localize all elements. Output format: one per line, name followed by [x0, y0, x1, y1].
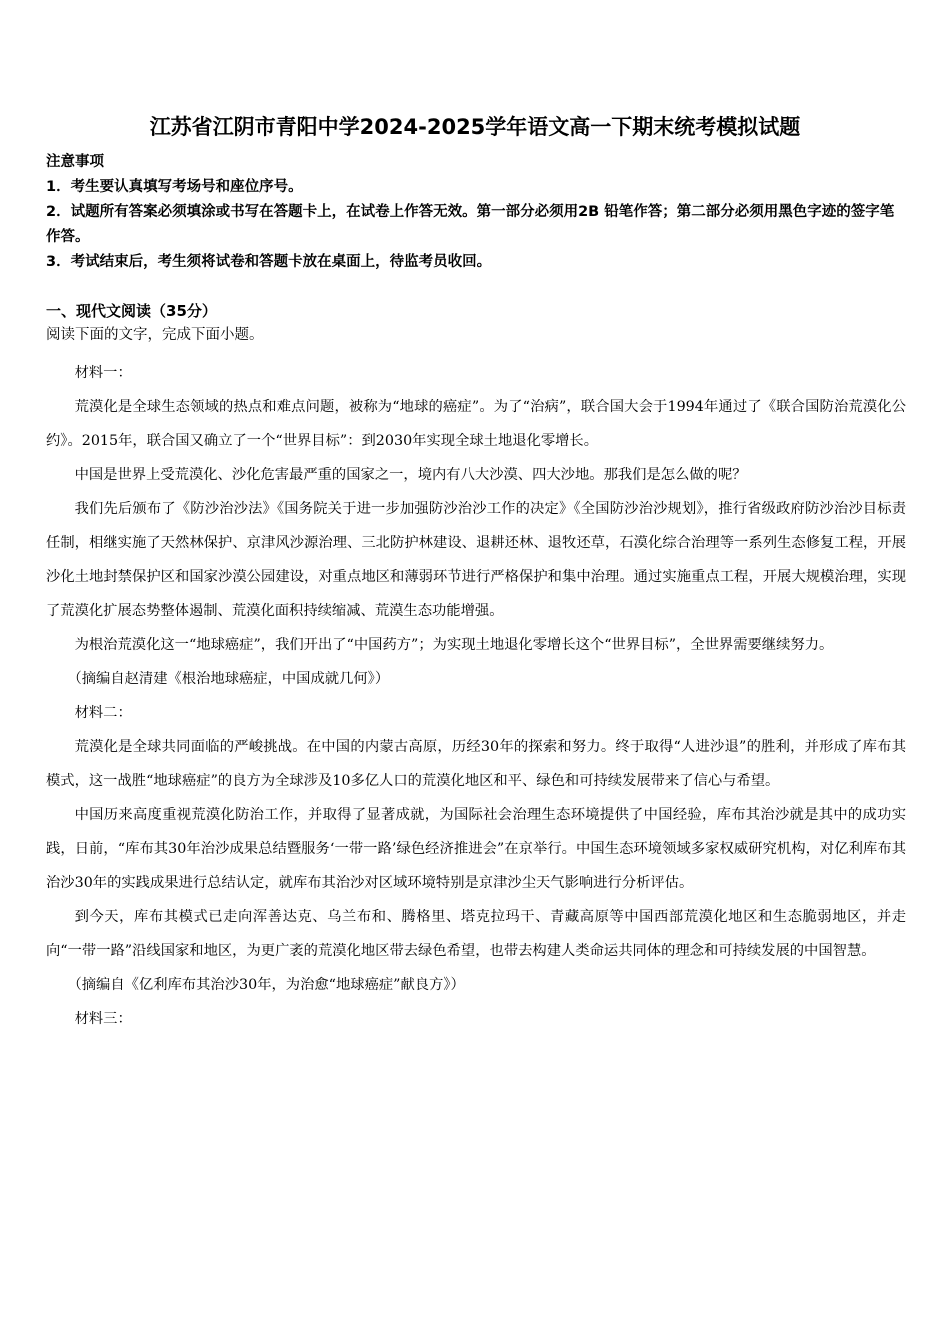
material-2-paragraph-1: 荒漠化是全球共同面临的严峻挑战。在中国的内蒙古高原，历经30年的探索和努力。终于取得“人进沙退”的胜利，并形成了库布其模式，这一战胜“地球癌症”的良方为全球涉及10多亿人口的荒漠化地区和平、绿色和可持续发展带来了信心与希望。 — [46, 739, 906, 789]
notes-item-1: 1．考生要认真填写考场号和座位序号。 — [46, 179, 303, 195]
material-2-label: 材料二： — [74, 705, 132, 721]
material-1-paragraph-4: 为根治荒漠化这一“地球癌症”，我们开出了“中国药方”；为实现土地退化零增长这个“世界目标”，全世界需要继续努力。 — [74, 637, 834, 653]
section-heading: 一、现代文阅读（35分） — [46, 302, 217, 320]
notes-item-2: 2．试题所有答案必须填涂或书写在答题卡上，在试卷上作答无效。第一部分必须用2B 铅笔作答；第二部分必须用黑色字迹的签字笔作答。 — [46, 204, 895, 245]
material-1-label: 材料一： — [74, 365, 132, 381]
notes-item-3: 3．考试结束后，考生须将试卷和答题卡放在桌面上，待监考员收回。 — [46, 254, 492, 270]
material-1-paragraph-1: 荒漠化是全球生态领域的热点和难点问题，被称为“地球的癌症”。为了“治病”，联合国大会于1994年通过了《联合国防治荒漠化公约》。2015年，联合国又确立了一个“世界目标”：到2030年实现全球土地退化零增长。 — [46, 399, 906, 449]
material-1-paragraph-3: 我们先后颁布了《防沙治沙法》《国务院关于进一步加强防沙治沙工作的决定》《全国防沙治沙规划》，推行省级政府防沙治沙目标责任制，相继实施了天然林保护、京津风沙源治理、三北防护林建设、退耕还林、退牧还草，石漠化综合治理等一系列生态修复工程，开展沙化土地封禁保护区和国家沙漠公园建设，对重点地区和薄弱环节进行严格保护和集中治理。通过实施重点工程，开展大规模治理，实现了荒漠化扩展态势整体遏制、荒漠化面积持续缩减、荒漠生态功能增强。 — [46, 501, 906, 619]
material-3-label: 材料三： — [74, 1011, 132, 1027]
material-1-paragraph-2: 中国是世界上受荒漠化、沙化危害最严重的国家之一，境内有八大沙漠、四大沙地。那我们是怎么做的呢？ — [74, 467, 747, 483]
material-1-source: （摘编自赵清建《根治地球癌症，中国成就几何》） — [67, 671, 390, 687]
reading-body — [46, 356, 906, 1036]
material-2-paragraph-2: 中国历来高度重视荒漠化防治工作，并取得了显著成就，为国际社会治理生态环境提供了中国经验，库布其治沙就是其中的成功实践，日前，“库布其30年治沙成果总结暨服务‘一带一路’绿色经济推进会”在京举行。中国生态环境领域多家权威研究机构，对亿利库布其治沙30年的实践成果进行总结认定，就库布其治沙对区域环境特别是京津沙尘天气影响进行分析评估。 — [46, 807, 906, 891]
material-2-source: （摘编自《亿利库布其治沙30年，为治愈“地球癌症”献良方》） — [67, 977, 465, 993]
exam-title: 江苏省江阴市青阳中学2024-2025学年语文高一下期末统考模拟试题 — [149, 115, 801, 139]
material-2-paragraph-3: 到今天，库布其模式已走向浑善达克、乌兰布和、腾格里、塔克拉玛干、青藏高原等中国西部荒漠化地区和生态脆弱地区，并走向“一带一路”沿线国家和地区，为更广袤的荒漠化地区带去绿色希望，也带去构建人类命运共同体的理念和可持续发展的中国智慧。 — [46, 909, 906, 959]
exam-notes — [46, 150, 906, 275]
notes-heading: 注意事项 — [46, 154, 104, 170]
section-intro: 阅读下面的文字，完成下面小题。 — [46, 327, 264, 343]
